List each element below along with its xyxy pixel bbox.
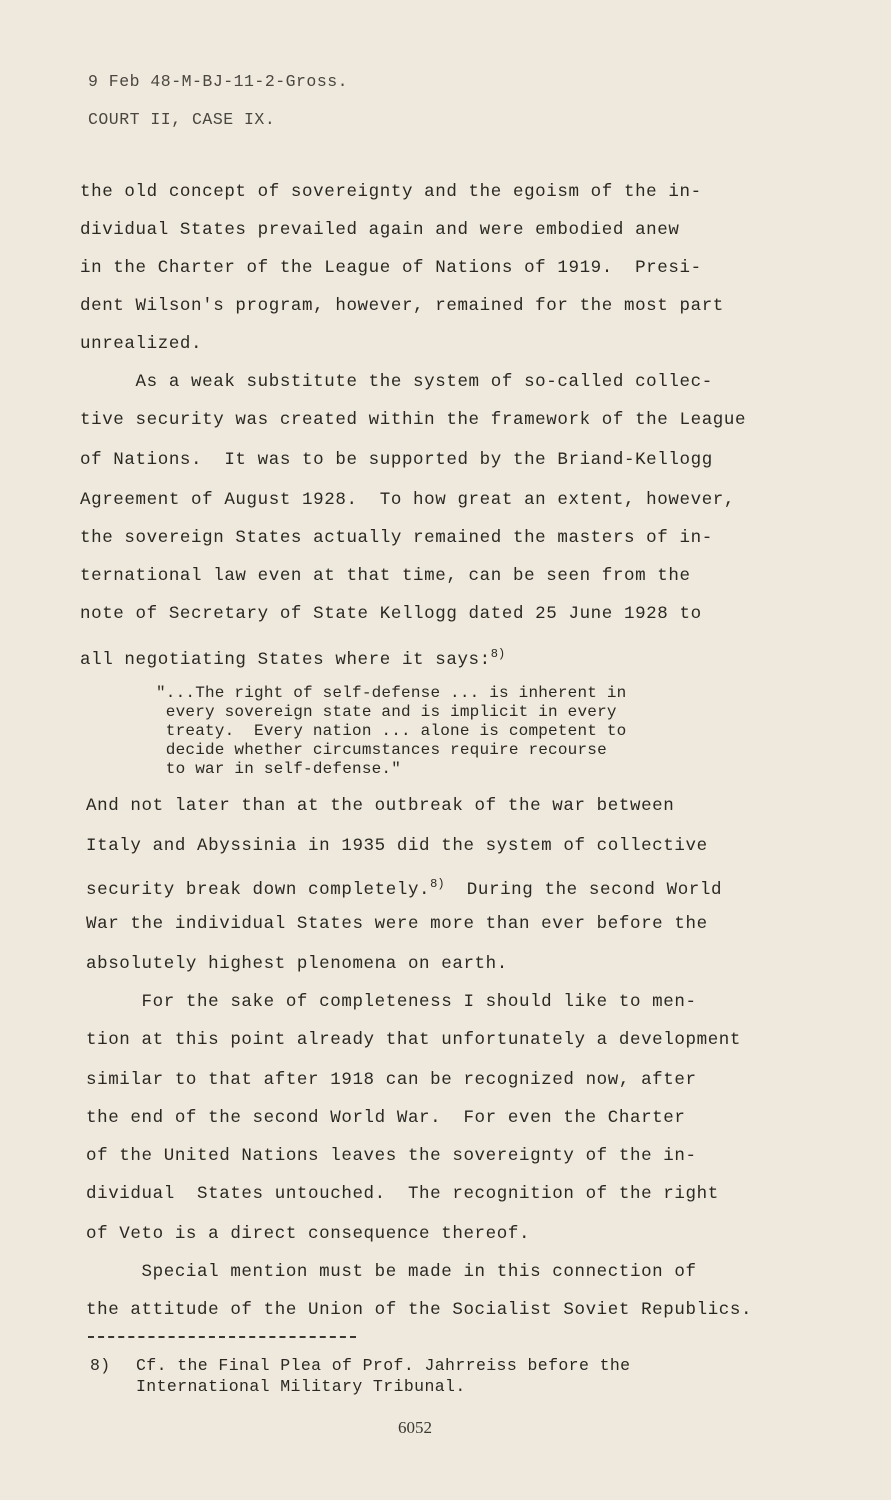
- body-line: in the Charter of the League of Nations of 1919. Presi-: [80, 258, 702, 278]
- header-court: COURT II, CASE IX.: [88, 110, 276, 129]
- body-line: dent Wilson's program, however, remained for the most part: [80, 296, 724, 316]
- body-line: And not later than at the outbreak of the war between: [86, 796, 675, 816]
- quote-line: every sovereign state and is implicit in every: [156, 703, 617, 721]
- quote-line: to war in self-defense.": [156, 760, 402, 778]
- body-line: dividual States prevailed again and were embodied anew: [80, 220, 680, 240]
- body-line: the old concept of sovereignty and the egoism of the in-: [80, 182, 702, 202]
- body-line: the end of the second World War. For even the Charter: [86, 1108, 686, 1128]
- body-line: of Nations. It was to be supported by the Briand-Kellogg: [80, 450, 713, 470]
- quote-line: "...The right of self-defense ... is inherent in: [156, 684, 627, 702]
- footnote-text: International Military Tribunal.: [136, 1377, 466, 1396]
- quote-line: decide whether circumstances require recourse: [156, 741, 607, 759]
- body-line: the attitude of the Union of the Socialist Soviet Republics.: [86, 1300, 753, 1320]
- body-line: absolutely highest plenomena on earth.: [86, 954, 508, 974]
- body-line-text: security break down completely.: [86, 880, 431, 900]
- body-line-text: During the second World: [444, 880, 723, 900]
- body-line: the sovereign States actually remained the masters of in-: [80, 528, 713, 548]
- body-line: tion at this point already that unfortunately a development: [86, 1030, 742, 1050]
- footnote-mark: 8): [90, 1356, 111, 1375]
- body-line-with-footnote-ref: [80, 644, 505, 670]
- body-line: unrealized.: [80, 334, 203, 354]
- body-line-with-footnote-ref: [86, 874, 722, 900]
- body-line: of Veto is a direct consequence thereof.: [86, 1224, 531, 1244]
- page-number: 6052: [398, 1418, 432, 1437]
- body-line: War the individual States were more than ever before the: [86, 914, 708, 934]
- body-line: Special mention must be made in this connection of: [86, 1262, 697, 1282]
- header-case-ref: 9 Feb 48-M-BJ-11-2-Gross.: [88, 72, 349, 91]
- body-line: similar to that after 1918 can be recognized now, after: [86, 1070, 697, 1090]
- footnote-text: Cf. the Final Plea of Prof. Jahrreiss before the: [136, 1356, 631, 1375]
- body-line: tive security was created within the framework of the League: [80, 410, 747, 430]
- body-line: As a weak substitute the system of so-called collec-: [80, 372, 713, 392]
- body-line: Italy and Abyssinia in 1935 did the system of collective: [86, 836, 708, 856]
- quote-line: treaty. Every nation ... alone is competent to: [156, 722, 627, 740]
- footnote-separator: [88, 1336, 356, 1338]
- body-line: of the United Nations leaves the sovereignty of the in-: [86, 1146, 697, 1166]
- body-line: For the sake of completeness I should like to men-: [86, 992, 697, 1012]
- body-line-text: all negotiating States where it says:: [80, 650, 491, 670]
- body-line: ternational law even at that time, can be seen from the: [80, 566, 691, 586]
- footnote-reference: 8): [430, 877, 445, 891]
- body-line: Agreement of August 1928. To how great an extent, however,: [80, 490, 736, 510]
- footnote-reference: 8): [490, 647, 506, 661]
- body-line: dividual States untouched. The recognition of the right: [86, 1184, 719, 1204]
- body-line: note of Secretary of State Kellogg dated 25 June 1928 to: [80, 604, 702, 624]
